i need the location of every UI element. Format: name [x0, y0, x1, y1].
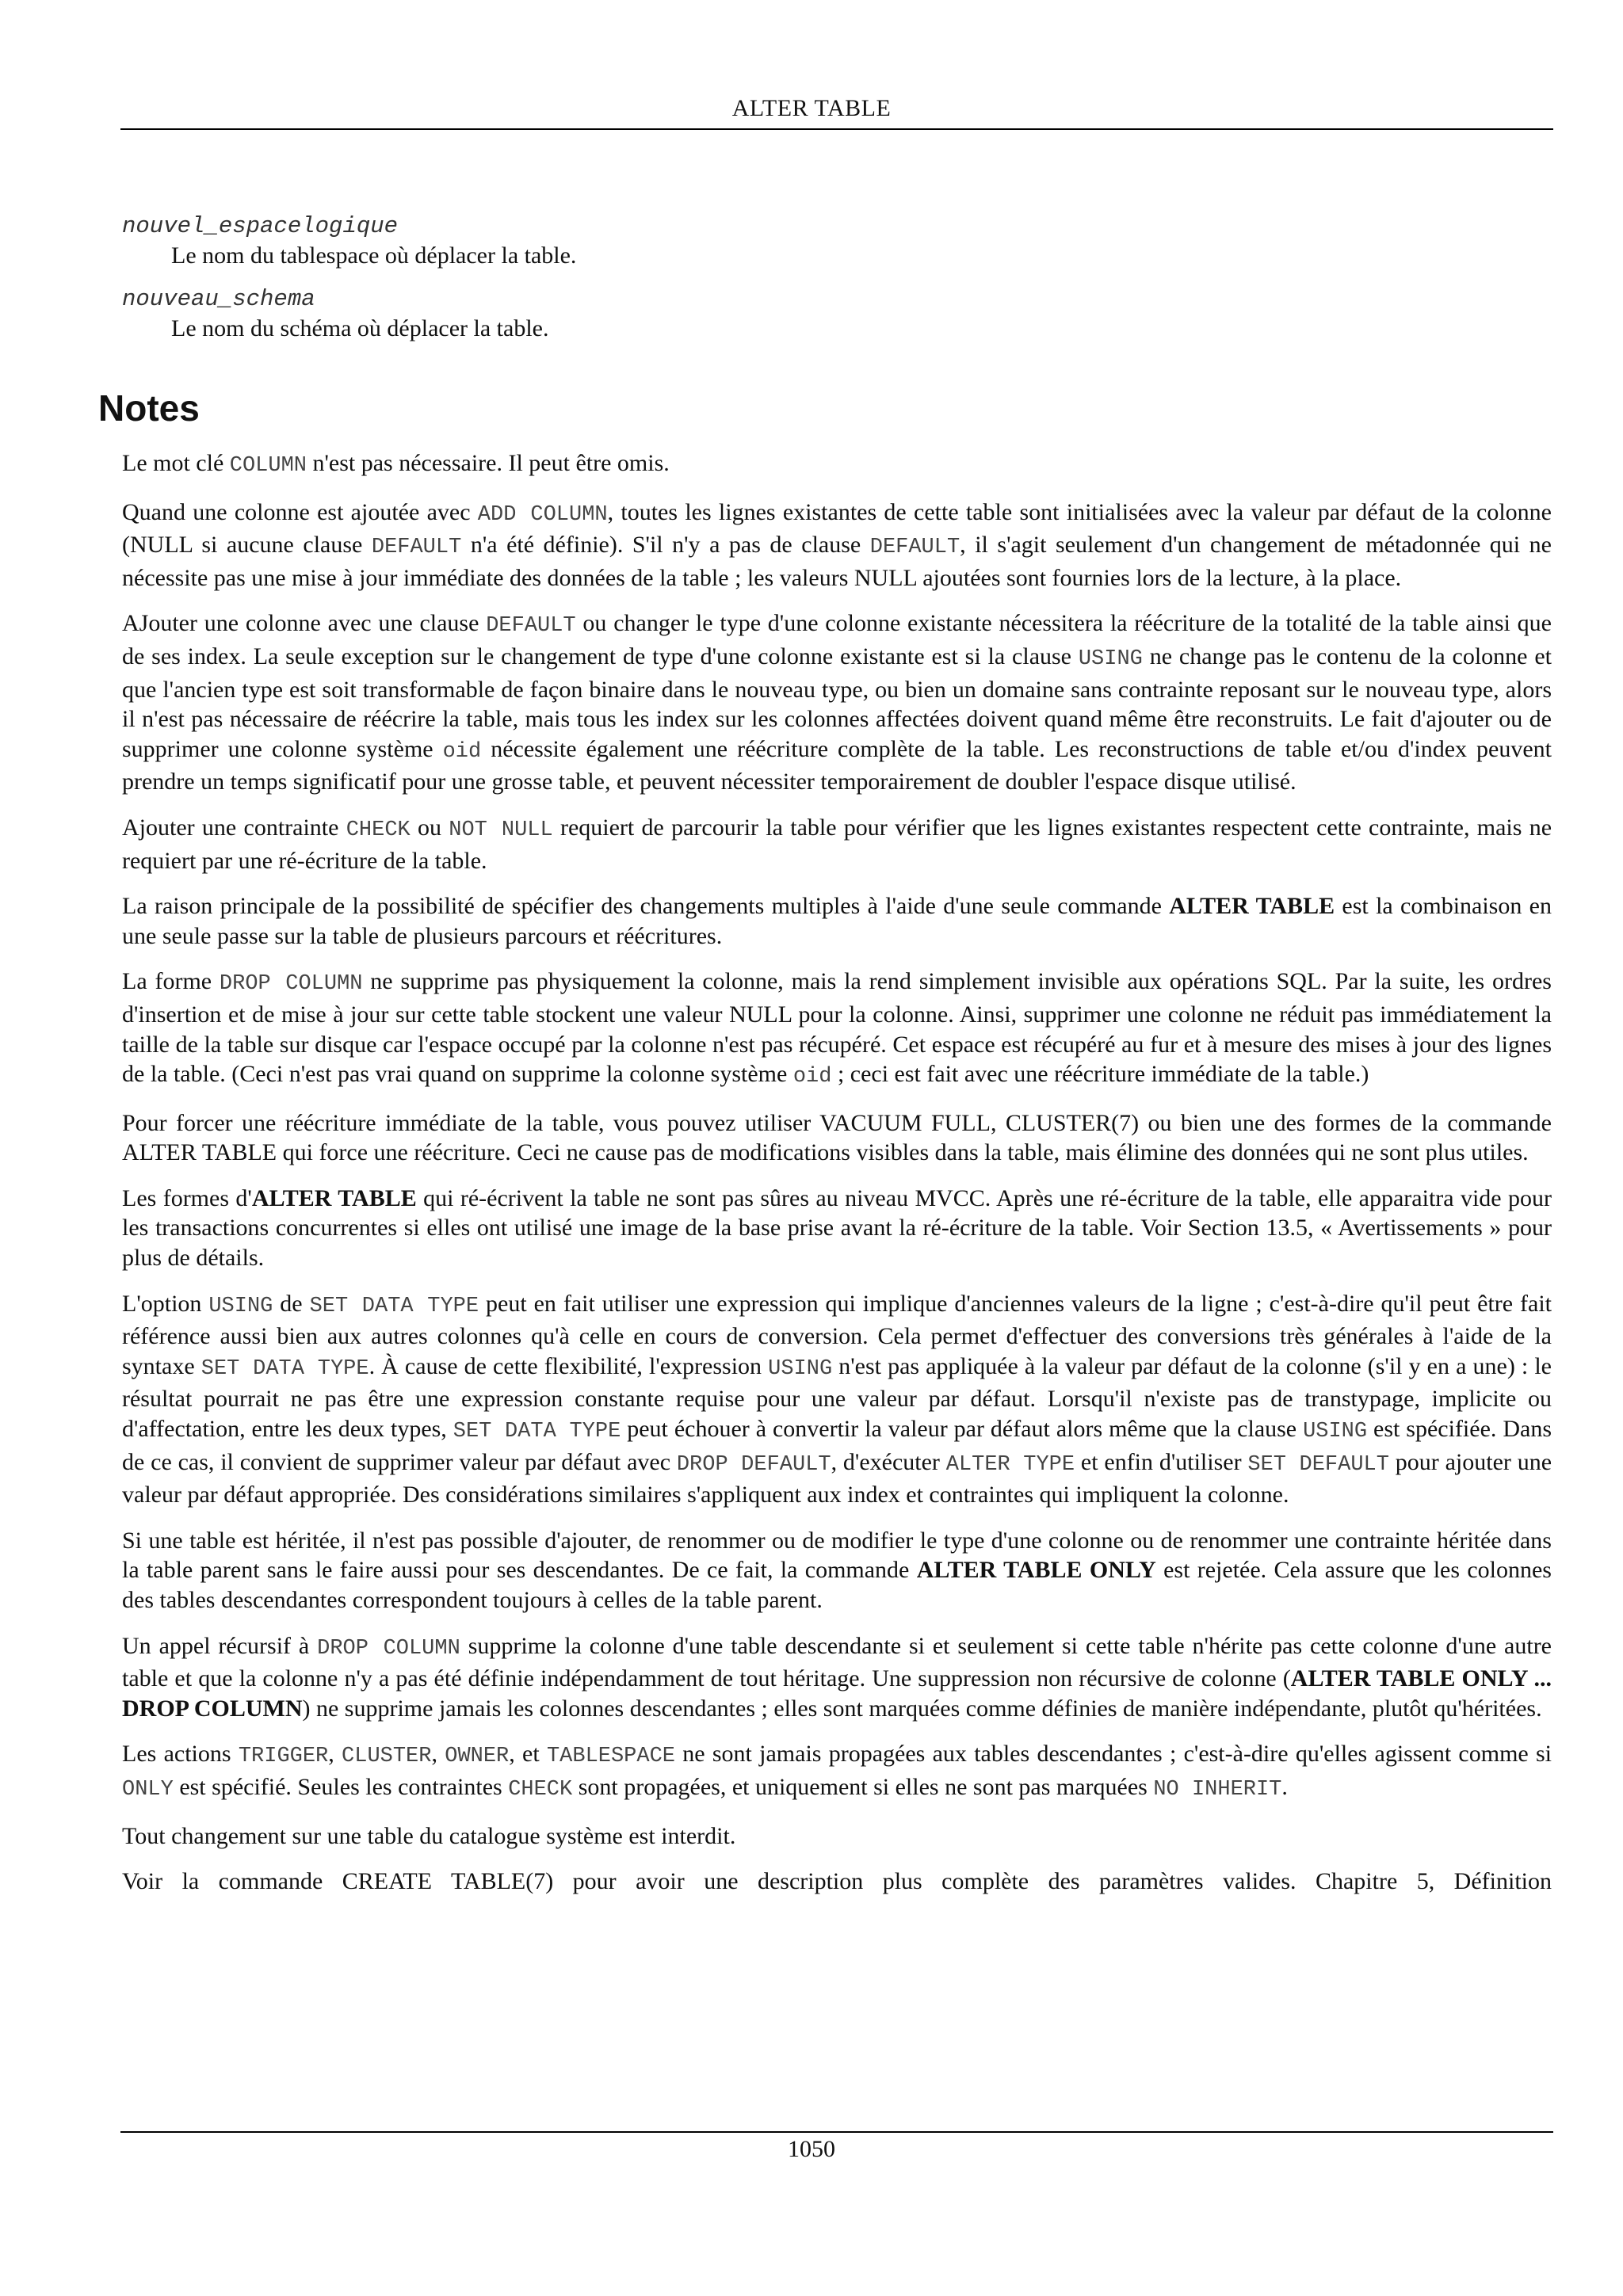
text-run: ,: [328, 1741, 342, 1768]
notes-paragraph: [122, 813, 1552, 875]
term-name: nouvel_espacelogique: [122, 213, 399, 239]
inline-code: ALTER TYPE: [945, 1452, 1075, 1477]
text-run: , toutes les lignes existantes de cette table sont initialisées avec la valeur par défaut de la colonne (NULL si aucune clause: [122, 498, 1552, 559]
inline-code: USING: [1078, 646, 1143, 671]
inline-code: CHECK: [508, 1777, 573, 1802]
text-run: est la combinaison en une seule passe sur la table de plusieurs parcours et réécritures.: [122, 893, 1552, 949]
command-name: ALTER TABLE: [1169, 893, 1335, 920]
text-run: ; ceci est fait avec une réécriture immédiate de la table.): [831, 1061, 1369, 1088]
text-run: Les formes d': [122, 1184, 252, 1211]
text-run: ou changer le type d'une colonne existante nécessitera la réécriture de la totalité de la table ainsi que de ses index. La seule exception sur le changement de type d'une colonne existante est si la clause: [122, 610, 1552, 669]
notes-paragraph: [122, 891, 1552, 951]
text-run: Si une table est héritée, il n'est pas possible d'ajouter, de renommer ou de modifier le type d'une colonne ou de renommer une contrainte héritée dans la table parent sans le faire aussi pour ses descendantes. De ce fait, la commande: [122, 1527, 1552, 1584]
inline-code: CLUSTER: [342, 1745, 432, 1769]
text-run: , d'exécuter: [831, 1448, 946, 1475]
text-run: ne sont jamais propagées aux tables descendantes ; c'est-à-dire qu'elles agissent comme si: [675, 1741, 1552, 1768]
text-run: Le mot clé: [122, 450, 230, 476]
notes-paragraph: [122, 1821, 1552, 1852]
text-run: de: [273, 1290, 310, 1317]
text-run: est spécifiée. Dans de ce cas, il convient de supprimer valeur par défaut avec: [122, 1416, 1552, 1475]
notes-paragraph: [122, 608, 1552, 797]
text-run: La forme: [122, 968, 220, 995]
text-run: pour ajouter une valeur par défaut appropriée. Des considérations similaires s'appliquent aux index et contraintes qui impliquent la colonne.: [122, 1448, 1552, 1508]
inline-code: USING: [208, 1294, 273, 1318]
notes-paragraph: [122, 1184, 1552, 1273]
text-run: requiert de parcourir la table pour vérifier que les lignes existantes respectent cette contrainte, mais ne requiert par une ré-écriture de la table.: [122, 814, 1552, 874]
text-run: AJouter une colonne avec une clause: [122, 610, 487, 637]
text-run: ou: [410, 814, 449, 841]
text-run: peut échouer à convertir la valeur par défaut alors même que la clause: [621, 1416, 1304, 1443]
inline-code: SET DEFAULT: [1247, 1452, 1389, 1477]
notes-body: [122, 448, 1552, 1913]
term-description: Le nom du schéma où déplacer la table.: [171, 315, 549, 341]
inline-code: SET DATA TYPE: [453, 1420, 621, 1444]
inline-code: NOT NULL: [449, 818, 553, 842]
inline-code: oid: [442, 739, 482, 764]
header-rule: [120, 128, 1553, 130]
notes-paragraph: [122, 1739, 1552, 1805]
command-name: ALTER TABLE ONLY: [916, 1557, 1156, 1584]
inline-code: NO INHERIT: [1153, 1777, 1282, 1802]
text-run: n'est pas appliquée à la valeur par défaut de la colonne (s'il y en a une) : le résultat pourrait ne pas être une expression constante requise pour une valeur par défaut. Lorsqu'il n'existe pas de transtypage, implicite ou d'affectation, entre les deux types,: [122, 1352, 1552, 1443]
section-heading: Notes: [98, 387, 200, 429]
inline-code: DEFAULT: [371, 536, 462, 560]
inline-code: DROP DEFAULT: [676, 1452, 831, 1477]
text-run: La raison principale de la possibilité de spécifier des changements multiples à l'aide d'une seule commande: [122, 893, 1170, 920]
text-run: supprime la colonne d'une table descendante si et seulement si cette table n'hérite pas cette colonne d'une autre table et que la colonne n'y a pas été définie indépendamment de tout héritage. Une suppression non récursive de colonne (: [122, 1632, 1552, 1692]
text-run: ) ne supprime jamais les colonnes descendantes ; elles sont marquées comme définies de manière indépendante, plutôt qu'héritées.: [302, 1695, 1542, 1722]
text-run: Un appel récursif à: [122, 1632, 318, 1659]
notes-paragraph: [122, 1526, 1552, 1615]
page-number: 1050: [788, 2136, 835, 2162]
text-run: ,: [431, 1741, 445, 1768]
inline-code: DROP COLUMN: [317, 1636, 460, 1661]
inline-code: oid: [792, 1065, 832, 1089]
inline-code: TRIGGER: [238, 1745, 329, 1769]
text-run: . À cause de cette flexibilité, l'expression: [369, 1352, 769, 1379]
notes-paragraph: [122, 1631, 1552, 1724]
inline-code: SET DATA TYPE: [200, 1356, 369, 1381]
text-run: L'option: [122, 1290, 209, 1317]
inline-code: DROP COLUMN: [219, 972, 363, 997]
text-run: est rejetée. Cela assure que les colonnes des tables descendantes correspondent toujours à celles de la table parent.: [122, 1557, 1552, 1613]
text-run: Tout changement sur une table du catalogue système est interdit.: [122, 1822, 736, 1849]
inline-code: USING: [1303, 1420, 1368, 1444]
inline-code: TABLESPACE: [546, 1745, 675, 1769]
inline-code: DEFAULT: [486, 614, 576, 639]
inline-code: OWNER: [445, 1745, 510, 1769]
text-run: ne change pas le contenu de la colonne et que l'ancien type est soit transformable de façon binaire dans le nouveau type, ou bien un domaine sans contrainte reposant sur le nouveau type, alors il n'est pas nécessaire de réécrire la table, mais tous les index sur les colonnes affectées doivent quand même être reconstruits. Le fait d'ajouter ou de supprimer une colonne système: [122, 643, 1552, 762]
text-run: Les actions: [122, 1741, 239, 1768]
notes-paragraph: [122, 1108, 1552, 1168]
text-run: est spécifié. Seules les contraintes: [173, 1773, 509, 1800]
text-run: et enfin d'utiliser: [1075, 1448, 1248, 1475]
notes-paragraph: [122, 1867, 1552, 1897]
inline-code: ADD COLUMN: [477, 502, 608, 527]
inline-code: USING: [768, 1356, 833, 1381]
command-name: ALTER TABLE ONLY ... DROP COLUMN: [122, 1665, 1552, 1722]
text-run: Ajouter une contrainte: [122, 814, 346, 841]
term-description: Le nom du tablespace où déplacer la table.: [171, 242, 577, 269]
text-run: , il s'agit seulement d'un changement de métadonnée qui ne nécessite pas une mise à jour immédiate des données de la table ; les valeurs NULL ajoutées sont fournies lors de la lecture, à la place.: [122, 532, 1552, 591]
command-name: ALTER TABLE: [251, 1184, 417, 1211]
text-run: .: [1281, 1773, 1288, 1800]
text-run: Quand une colonne est ajoutée avec: [122, 498, 478, 525]
inline-code: DEFAULT: [869, 536, 960, 560]
inline-code: ONLY: [122, 1777, 174, 1802]
notes-paragraph: [122, 1289, 1552, 1510]
inline-code: COLUMN: [229, 454, 307, 478]
text-run: n'est pas nécessaire. Il peut être omis.: [307, 450, 670, 476]
definition-list: [122, 212, 1549, 358]
notes-paragraph: [122, 967, 1552, 1092]
notes-paragraph: [122, 448, 1552, 482]
text-run: , et: [509, 1741, 547, 1768]
text-run: Voir la commande CREATE TABLE(7) pour avoir une description plus complète des paramètres valides. Chapitre 5, Définition: [122, 1868, 1552, 1895]
running-header: ALTER TABLE: [731, 95, 892, 121]
text-run: sont propagées, et uniquement si elles ne sont pas marquées: [572, 1773, 1154, 1800]
footer-rule: [120, 2131, 1553, 2133]
term-name: nouveau_schema: [122, 286, 315, 312]
text-run: ne supprime pas physiquement la colonne, mais la rend simplement invisible aux opérations SQL. Par la suite, les ordres d'insertion et de mise à jour sur cette table stockent une valeur NULL pour la colonne. Ainsi, supprimer une colonne ne réduit pas immédiatement la taille de la table sur disque car l'espace occupé par la colonne n'est pas récupéré. Cet espace est récupéré au fur et à mesure des mises à jour des lignes de la table. (Ceci n'est pas vrai quand on supprime la colonne système: [122, 968, 1552, 1088]
text-run: peut en fait utiliser une expression qui implique d'anciennes valeurs de la ligne ; c'est-à-dire qu'il peut être fait référence aussi bien aux autres colonnes qu'à celle en cours de conversion. Cela permet d'effectuer des conversions très générales à l'aide de la syntaxe: [122, 1290, 1552, 1379]
inline-code: CHECK: [346, 818, 411, 842]
text-run: Pour forcer une réécriture immédiate de la table, vous pouvez utiliser VACUUM FULL, CLUSTER(7) ou bien une des formes de la commande ALTER TABLE qui force une réécriture. Ceci ne cause pas de modifications visibles dans la table, mais élimine des données qui ne sont plus utiles.: [122, 1109, 1552, 1166]
inline-code: SET DATA TYPE: [309, 1294, 479, 1318]
text-run: qui ré-écrivent la table ne sont pas sûres au niveau MVCC. Après une ré-écriture de la table, elle apparaitra vide pour les transactions concurrentes si elles ont utilisé une image de la base prise avant la ré-écriture de la table. Voir Section 13.5, « Avertissements » pour plus de détails.: [122, 1184, 1552, 1272]
text-run: nécessite également une réécriture complète de la table. Les reconstructions de table et/ou d'index peuvent prendre un temps significatif pour une grosse table, et peuvent nécessiter temporairement de doubler l'espace disque utilisé.: [122, 735, 1552, 795]
notes-paragraph: [122, 498, 1552, 593]
text-run: n'a été définie). S'il n'y a pas de clause: [461, 532, 870, 559]
